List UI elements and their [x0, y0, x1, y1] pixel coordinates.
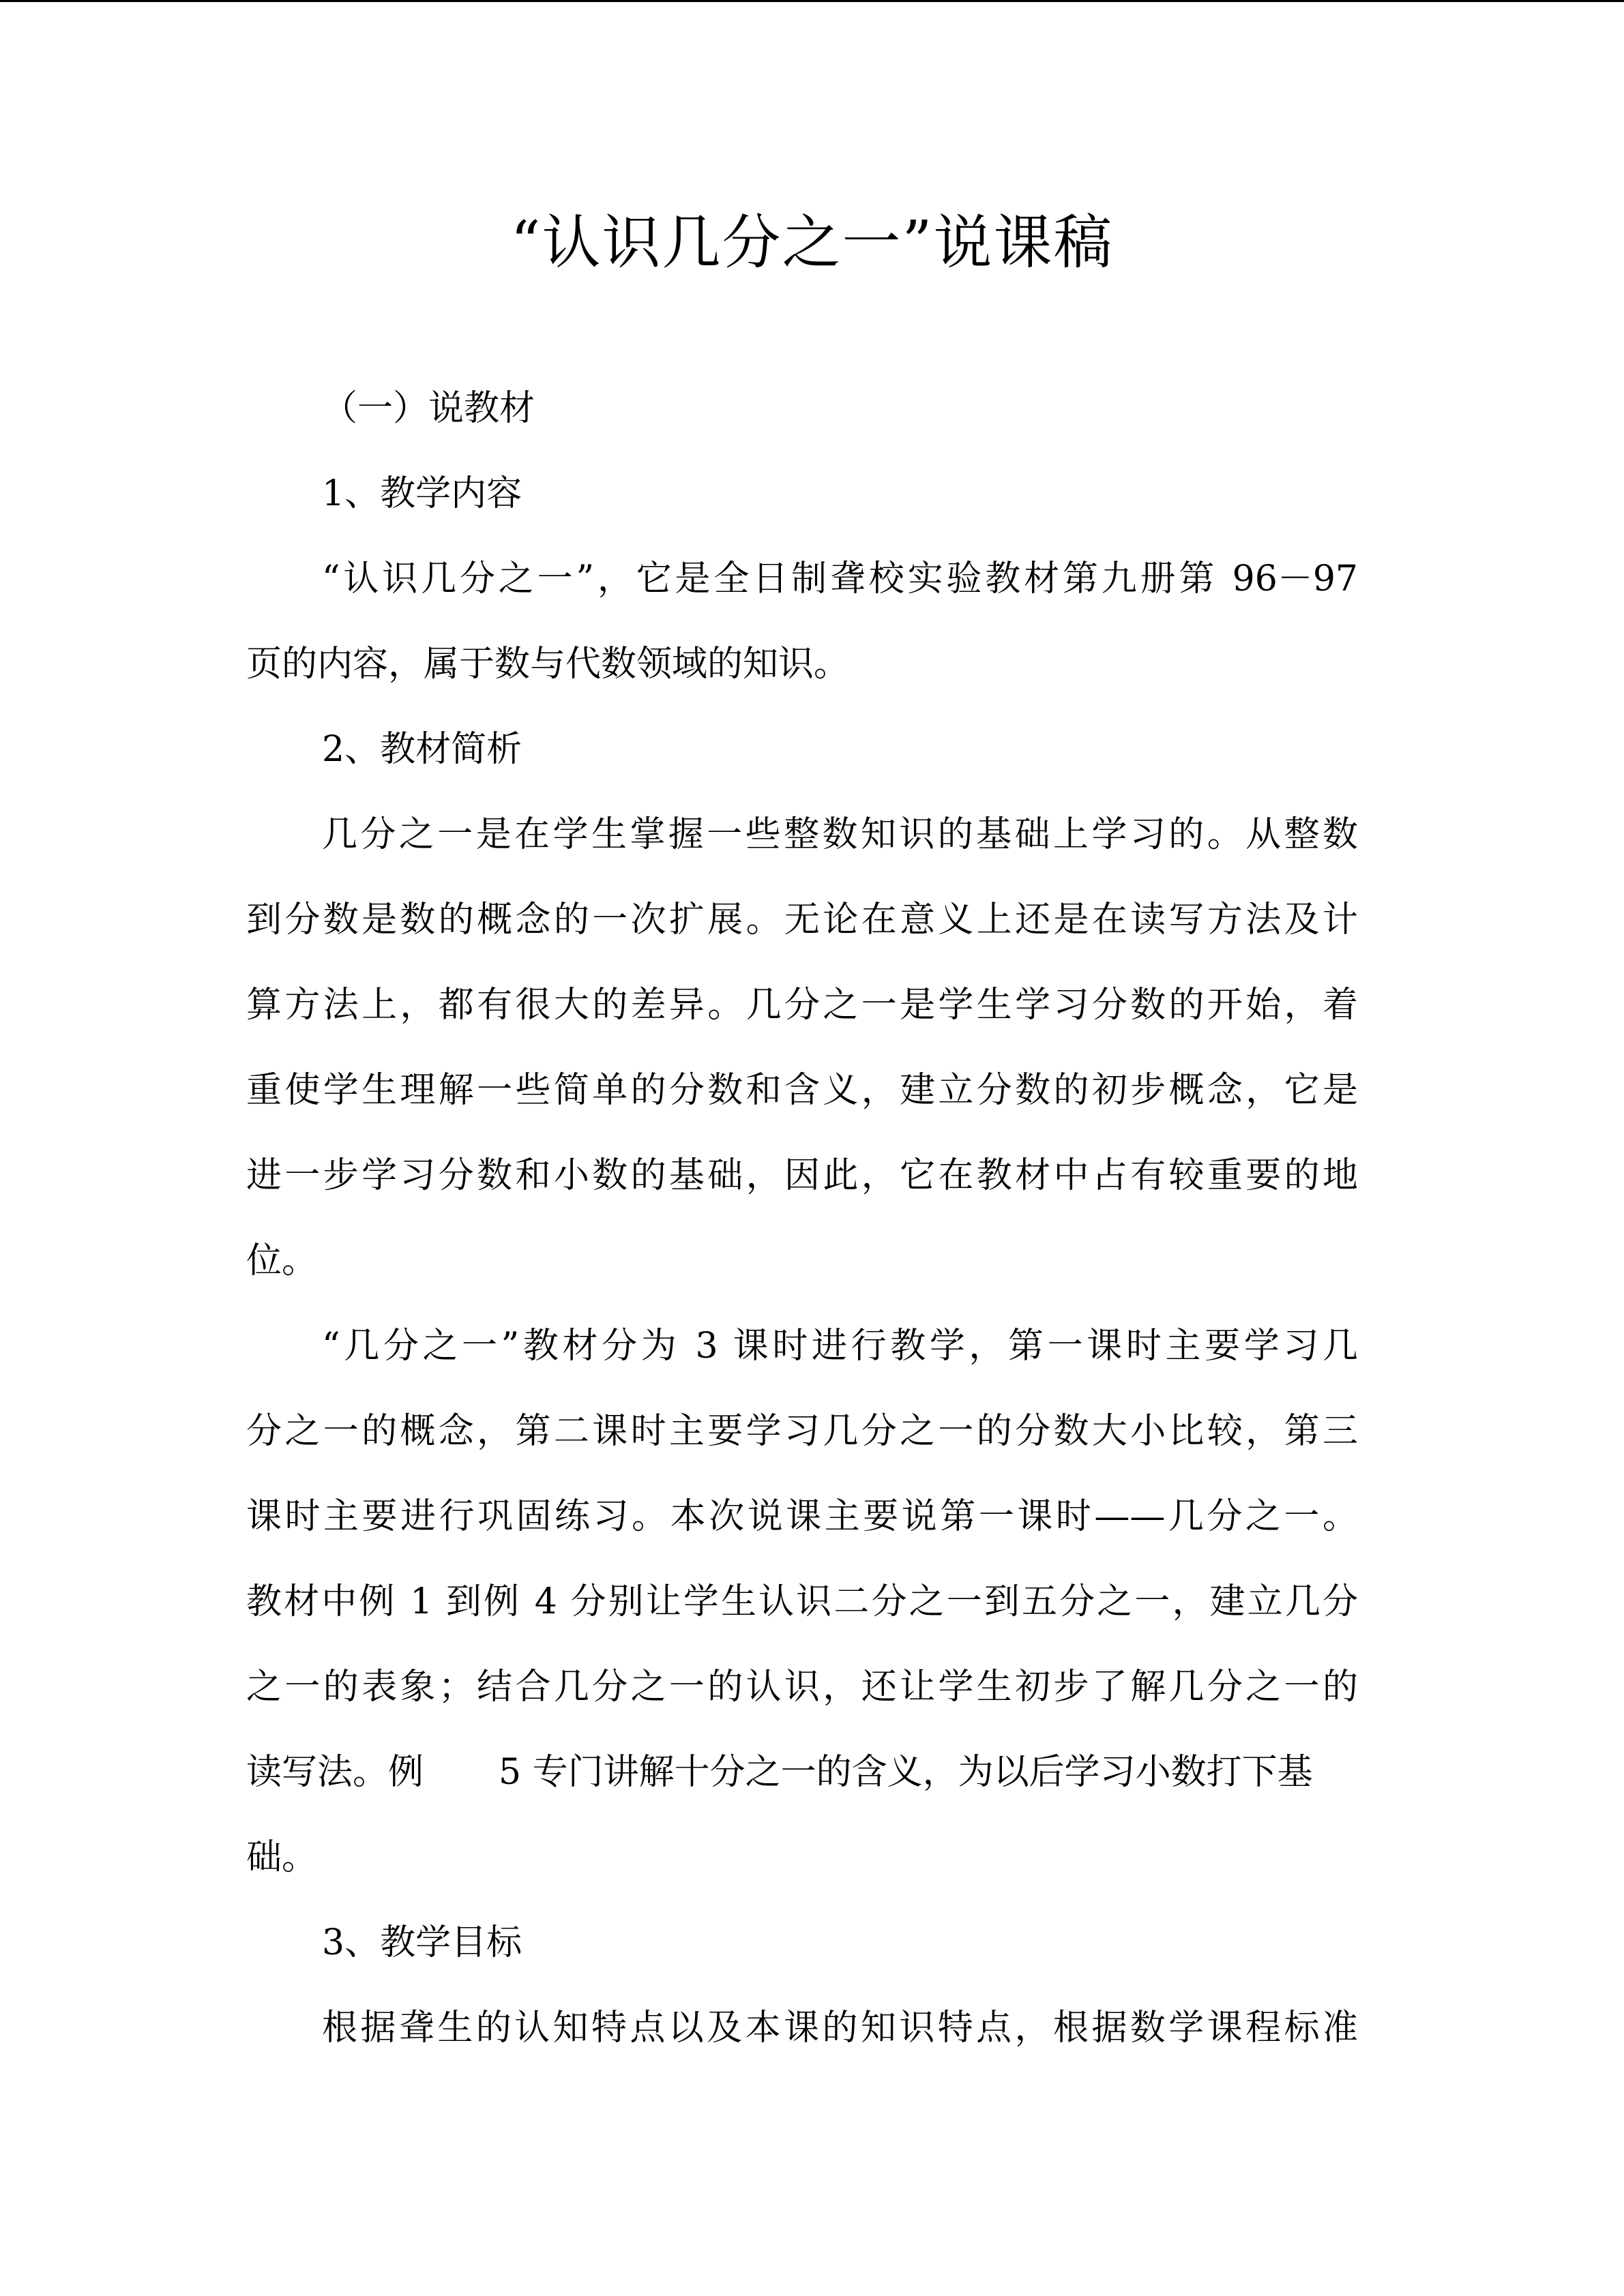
- item2-para2-line: “几分之一”教材分为 3 课时进行教学，第一课时主要学习几: [322, 1326, 1358, 1367]
- document-title: “认识几分之一”说课稿: [510, 209, 1114, 277]
- item2-para2-line: 分之一的概念，第二课时主要学习几分之一的分数大小比较，第三: [246, 1411, 1358, 1452]
- item1-text-line: “认识几分之一”，它是全日制聋校实验教材第九册第 96－97: [322, 558, 1358, 599]
- item1-text-line: 页的内容，属于数与代数领域的知识。: [246, 644, 850, 685]
- item2-para2-line-split: [246, 1748, 1313, 1797]
- item2-para2-line: 之一的表象；结合几分之一的认识，还让学生初步了解几分之一的: [246, 1667, 1358, 1708]
- section-heading: （一）说教材: [322, 388, 535, 429]
- item3-heading: 3、教学目标: [322, 1922, 522, 1963]
- item2-para2-line: 教材中例 1 到例 4 分别让学生认识二分之一到五分之一，建立几分: [246, 1581, 1358, 1622]
- line-split-before: 读写法。例: [246, 1752, 424, 1793]
- item2-para1-line: 算方法上，都有很大的差异。几分之一是学生学习分数的开始，着: [246, 985, 1358, 1026]
- line-split-after: 5 专门讲解十分之一的含义，为以后学习小数打下基: [499, 1752, 1313, 1793]
- item2-para2-line: 课时主要进行巩固练习。本次说课主要说第一课时——几分之一。: [246, 1496, 1358, 1537]
- item2-para1-line: 重使学生理解一些简单的分数和含义，建立分数的初步概念，它是: [246, 1070, 1358, 1111]
- item2-para1-line: 到分数是数的概念的一次扩展。无论在意义上还是在读写方法及计: [246, 899, 1358, 940]
- item2-heading: 2、教材简析: [322, 729, 522, 770]
- item2-para1-line: 几分之一是在学生掌握一些整数知识的基础上学习的。从整数: [322, 814, 1358, 855]
- item1-heading: 1、教学内容: [322, 473, 522, 514]
- item3-text-line: 根据聋生的认知特点以及本课的知识特点，根据数学课程标准: [322, 2008, 1358, 2048]
- item2-para2-line: 础。: [246, 1837, 318, 1878]
- item2-para1-line: 进一步学习分数和小数的基础，因此，它在教材中占有较重要的地: [246, 1155, 1358, 1196]
- item2-para1-line: 位。: [246, 1240, 318, 1281]
